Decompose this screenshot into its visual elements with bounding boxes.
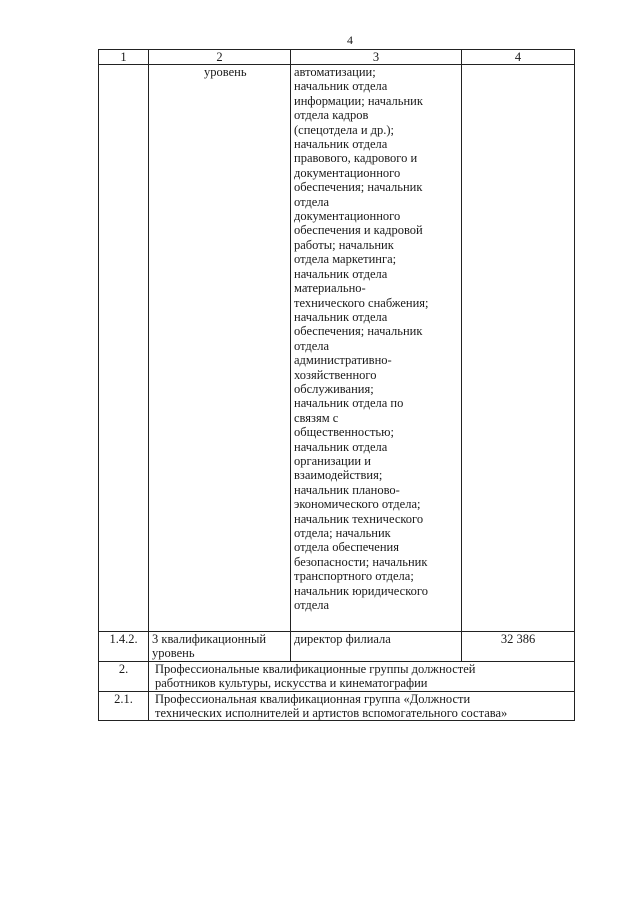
header-col-4: 4	[462, 50, 575, 65]
qualification-level: уровень	[149, 65, 291, 632]
subsection-row	[99, 691, 575, 721]
qualification-level: 3 квалификационный уровень	[149, 632, 291, 662]
positions-list: автоматизации; начальник отдела информации; начальник отдела кадров (спецотдела и др.); начальник отдела правового, кадрового и документационного обеспечения; начальник отдела документационного обеспечения и кадровой работы; начальник отдела маркетинга; начальник отдела материально- технического снабжения; начальник отдела обеспечения; начальник отдела административно- хозяйственного обслуживания; начальник отдела по связям с общественностью; начальник отдела организации и взаимодействия; начальник планово- экономического отдела; начальник технического отдела; начальник отдела обеспечения безопасности; начальник транспортного отдела; начальник юридического отдела	[291, 65, 462, 632]
header-col-2: 2	[149, 50, 291, 65]
section-title: Профессиональные квалификационные группы должностей работников культуры, искусства и кинематографии	[149, 661, 575, 691]
positions-list: директор филиала	[291, 632, 462, 662]
row-number: 1.4.2.	[99, 632, 149, 662]
salary-table	[98, 49, 575, 721]
section-number: 2.	[99, 661, 149, 691]
salary-value	[462, 65, 575, 632]
section-row	[99, 661, 575, 691]
header-col-3: 3	[291, 50, 462, 65]
section-title: Профессиональная квалификационная группа «Должности технических исполнителей и артистов вспомогательного состава»	[149, 691, 575, 721]
row-number	[99, 65, 149, 632]
table-row	[99, 632, 575, 662]
header-col-1: 1	[99, 50, 149, 65]
table-header-row	[99, 50, 575, 65]
page-number: 4	[347, 33, 353, 47]
salary-value: 32 386	[462, 632, 575, 662]
section-number: 2.1.	[99, 691, 149, 721]
table-row	[99, 65, 575, 632]
